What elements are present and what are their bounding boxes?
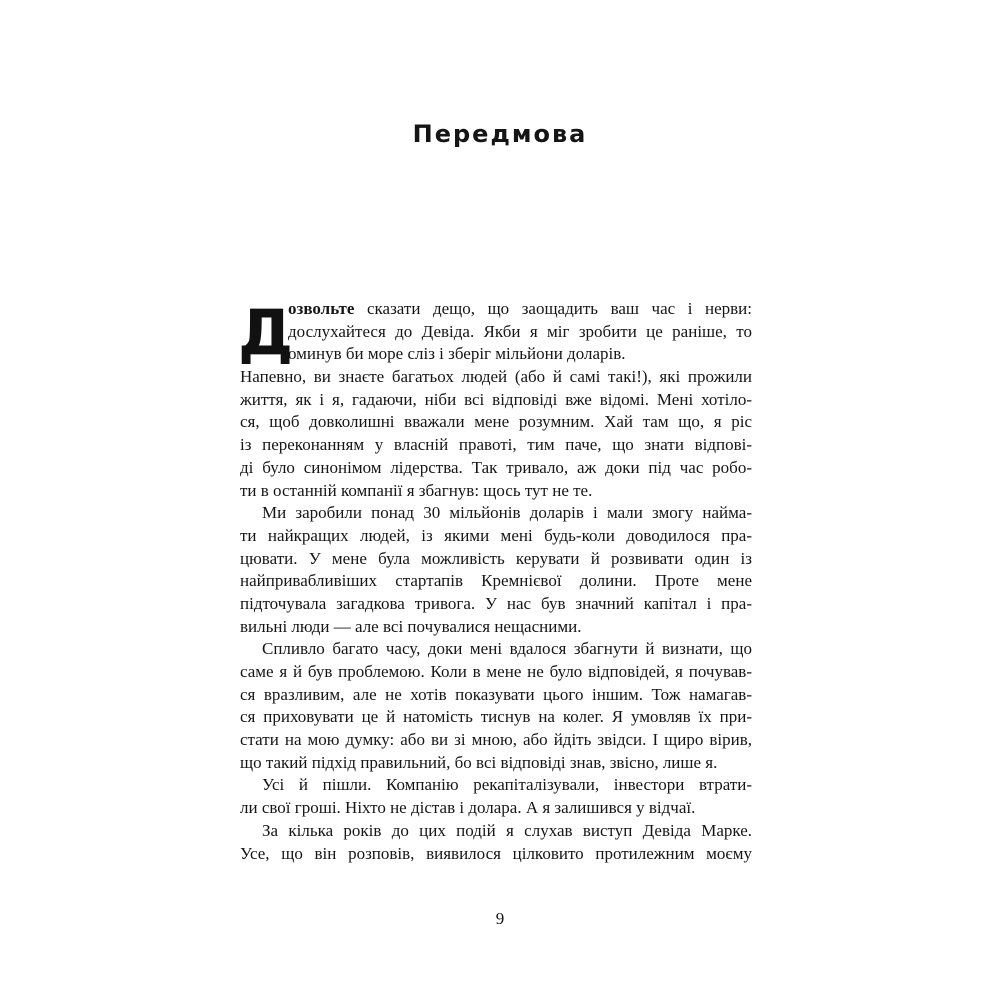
text-line: найпривабливіших стартапів Кремнієвої долини. Проте мене [240,571,752,591]
page-number: 9 [495,909,505,928]
text-line: дослухайтеся до Девіда. Якби я міг зробити це раніше, то [288,321,752,341]
text-line: ли свої гроші. Ніхто не дістав і долара. А я залишився у відчаї. [240,798,696,818]
drop-cap: Д [238,296,294,369]
text-line: Напевно, ви знаєте багатьох людей (або й самі такі!), які прожили [240,367,752,387]
text-line: стати на мою думку: або ви зі мною, або йдіть звідси. І щиро вірив, [240,730,752,750]
text-line: цювати. У мене була можливість керувати й розвивати один із [240,548,752,568]
text-line: ся, щоб довколишні вважали мене розумним. Хай там що, я ріс [240,412,752,432]
body-text [240,298,752,865]
text-line: Ми заробили понад 30 мільйонів доларів і мали змогу найма- [262,503,752,523]
text-line: За кілька років до цих подій я слухав виступ Девіда Марке. [262,820,752,840]
text-line: ти найкращих людей, із якими мені будь-коли доводилося пра- [240,525,752,545]
text-line: ся приховувати це й натомість тиснув на колег. Я умовляв їх при- [240,707,752,727]
text-line: ді було синонімом лідерства. Так тривало, аж доки під час робо- [240,457,752,477]
text-line: саме я й був проблемою. Коли в мене не було відповідей, я почував- [240,662,752,681]
text-line: життя, як і я, гадаючи, ніби всі відповіді вже відомі. Мені хотіло- [240,389,752,409]
chapter-title: Передмова [412,120,588,148]
text-line: Усе, що він розповів, виявилося цілковито протилежним моєму [240,843,752,863]
text-line: із переконанням у власній правоті, тим паче, що знати відпові- [240,435,752,455]
text-line: озвольте сказати дещо, що заощадить ваш час і нерви: [288,299,752,318]
text-line: підточувала загадкова тривога. У нас був значний капітал і пра- [240,593,752,613]
text-line: ся вразливим, але не хотів показувати цього іншим. Тож намагав- [240,684,752,704]
text-line: вильні люди — але всі почувалися нещасними. [240,616,582,636]
text-line: Спливло багато часу, доки мені вдалося збагнути й визнати, що [262,639,752,659]
text-line: оминув би море сліз і зберіг мільйони доларів. [288,344,626,364]
lead-word: озвольте [288,299,355,318]
text-line: Усі й пішли. Компанію рекапіталізували, інвестори втрати- [262,775,752,795]
text-line: що такий підхід правильний, бо всі відповіді знав, звісно, лише я. [240,752,718,772]
text-line: ти в останній компанії я збагнув: щось тут не те. [240,480,593,500]
